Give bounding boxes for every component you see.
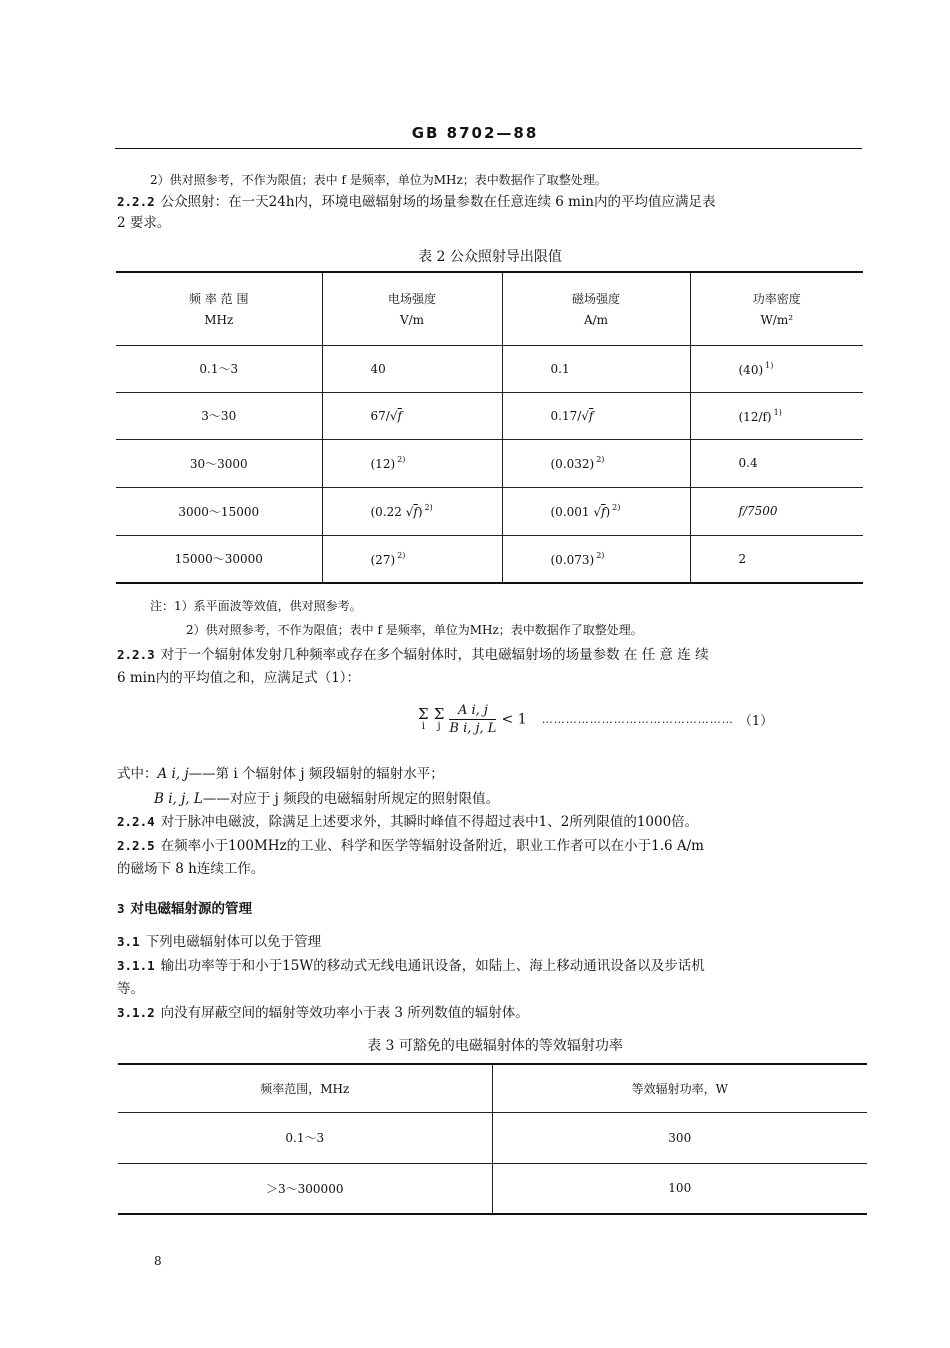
numerator: A i, j	[449, 703, 496, 720]
clause-number: 2.2.2	[117, 194, 155, 209]
symbol-a-text: ——第 i 个辐射体 j 频段辐射的辐射水平；	[188, 766, 444, 782]
symbol-b-text: ——对应于 j 频段的电磁辐射所规定的照射限值。	[202, 791, 500, 807]
e-cell: 40	[322, 345, 502, 392]
where-a	[117, 764, 444, 784]
header-cell	[502, 272, 690, 345]
document-header: GB 8702—88	[411, 124, 539, 142]
h-value: (0.032)	[550, 457, 595, 471]
clause-number: 2.2.5	[117, 838, 155, 853]
freq-cell: 0.1～3	[116, 345, 322, 392]
denominator: B i, j, L	[449, 721, 497, 736]
clause-number: 3.1	[117, 934, 140, 949]
clause-number: 3.1.1	[117, 958, 155, 973]
e-cell	[322, 535, 502, 583]
freq-cell: 3000～15000	[116, 487, 322, 535]
radicand: f	[413, 505, 418, 519]
table-2-caption: 表 2 公众照射导出限值	[418, 249, 562, 265]
freq-cell: 3～30	[116, 392, 322, 439]
table-3	[118, 1063, 867, 1215]
e-prefix: 67/	[370, 408, 390, 423]
clause-2-2-3	[117, 645, 709, 665]
table-row	[116, 487, 863, 535]
header-cell: 等效辐射功率，W	[492, 1064, 867, 1112]
symbol-b: B i, j, L	[154, 791, 203, 807]
header-cell: 频率范围，MHz	[118, 1064, 492, 1112]
sum-index: j	[437, 720, 441, 732]
clause-number: 2.2.3	[117, 647, 155, 662]
radicand: f	[601, 505, 606, 519]
clause-2-2-4	[117, 812, 698, 832]
symbol-a: A i, j	[157, 766, 189, 782]
clause-text: 向没有屏蔽空间的辐射等效功率小于表 3 所列数值的辐射体。	[160, 1005, 529, 1021]
freq-cell: 30～3000	[116, 439, 322, 487]
section-3-heading	[117, 899, 252, 919]
e-value: (12)	[370, 457, 396, 471]
footnote-ref: 1)	[773, 407, 782, 417]
h-cell: 0.17/√f	[502, 392, 690, 439]
table-row	[118, 1112, 867, 1163]
table-3-caption: 表 3 可豁免的电磁辐射体的等效辐射功率	[367, 1038, 623, 1054]
power-cell: 300	[492, 1112, 867, 1163]
header-unit: MHz	[204, 313, 234, 328]
section-number: 3	[117, 901, 125, 916]
equation-number: （1）	[738, 714, 774, 729]
section-title: 对电磁辐射源的管理	[130, 901, 253, 917]
radicand: f	[397, 408, 402, 423]
clause-text: 对于脉冲电磁波，除满足上述要求外，其瞬时峰值不得超过表中1、2所列限值的1000倍。	[160, 814, 699, 830]
clause-3-1-2	[117, 1003, 529, 1023]
p-cell	[690, 392, 863, 439]
header-cell	[690, 272, 863, 345]
table-row	[116, 392, 863, 439]
sum-i	[418, 704, 429, 733]
header-cell	[322, 272, 502, 345]
e-cell	[322, 439, 502, 487]
clause-3-1	[117, 932, 321, 952]
formula-fraction	[449, 703, 496, 736]
e-prefix: (0.22	[370, 505, 402, 519]
table-2-header-row	[116, 272, 863, 345]
clause-3-1-1	[117, 956, 705, 976]
clause-number: 2.2.4	[117, 814, 155, 829]
e-cell: 67/√f	[322, 392, 502, 439]
clause-2-2-2-cont: 2 要求。	[117, 215, 171, 231]
table-2	[116, 271, 863, 584]
header-unit: A/m	[583, 313, 609, 328]
header-name: 磁场强度	[571, 292, 620, 307]
sum-index: i	[421, 720, 425, 732]
clause-text: 公众照射：在一天24h内，环境电磁辐射场的场量参数在任意连续 6 min内的平均值应满足表	[160, 194, 716, 210]
page-number: 8	[154, 1254, 162, 1268]
table-row	[116, 439, 863, 487]
footnote-ref: 2)	[424, 503, 433, 512]
table-3-header-row	[118, 1064, 867, 1112]
clause-2-2-5	[117, 836, 704, 856]
h-cell	[502, 439, 690, 487]
table-2-note-1: 注：1）系平面波等效值，供对照参考。	[150, 599, 362, 613]
table-2-note-2: 2）供对照参考，不作为限值；表中 f 是频率，单位为MHz；表中数据作了取整处理。	[186, 623, 643, 637]
h-value: (0.073)	[550, 552, 595, 567]
header-name: 电场强度	[387, 292, 436, 307]
sum-j	[433, 704, 445, 733]
h-cell: 0.1	[502, 345, 690, 392]
p-value: (40)	[738, 362, 764, 377]
clause-3-1-1-cont: 等。	[117, 981, 144, 997]
footnote-ref: 2)	[612, 503, 621, 512]
where-label: 式中：	[117, 766, 158, 782]
footnote-ref: 2)	[397, 550, 406, 560]
p-cell: f/7500	[690, 487, 863, 535]
p-value: (12/f)	[738, 409, 772, 424]
leader-dots: …………………………………………	[541, 713, 734, 726]
p-cell: 2	[690, 535, 863, 583]
e-value: (27)	[370, 552, 396, 567]
freq-cell: 15000～30000	[116, 535, 322, 583]
header-rule	[115, 148, 862, 149]
footnote-ref: 2)	[596, 550, 605, 560]
clause-number: 3.1.2	[117, 1005, 155, 1020]
p-cell	[690, 345, 863, 392]
clause-text: 在频率小于100MHz的工业、科学和医学等辐射设备附近，职业工作者可以在小于1.6 A/m	[160, 838, 704, 854]
header-name: 频 率 范 围	[189, 292, 249, 307]
table-row	[118, 1163, 867, 1214]
freq-cell: 0.1～3	[118, 1112, 492, 1163]
header-unit: V/m	[399, 313, 425, 328]
header-cell	[116, 272, 322, 345]
h-cell	[502, 535, 690, 583]
footnote-ref: 1)	[765, 360, 774, 370]
relation: < 1	[501, 711, 527, 728]
clause-text: 对于一个辐射体发射几种频率或存在多个辐射体时，其电磁辐射场的场量参数 在 任 意 连 续	[160, 647, 709, 663]
sigma-symbol: Σ	[418, 704, 429, 723]
h-prefix: (0.001	[550, 505, 590, 519]
table-row	[116, 345, 863, 392]
clause-2-2-2	[117, 192, 716, 212]
top-note: 2）供对照参考，不作为限值；表中 f 是频率，单位为MHz；表中数据作了取整处理。	[150, 173, 607, 187]
radicand: f	[588, 408, 594, 423]
sigma-symbol: Σ	[433, 704, 445, 723]
header-name: 功率密度	[752, 292, 801, 307]
table-row	[116, 535, 863, 583]
footnote-ref: 2)	[397, 455, 406, 464]
freq-cell: ＞3～300000	[118, 1163, 492, 1214]
footnote-ref: 2)	[596, 455, 605, 464]
h-cell: (0.001 √f) $^{2)}$	[502, 487, 690, 535]
clause-text: 下列电磁辐射体可以免于管理	[145, 934, 322, 950]
where-b	[154, 789, 499, 809]
e-suffix: )	[417, 505, 423, 519]
clause-2-2-5-cont: 的磁场下 8 h连续工作。	[117, 861, 265, 877]
formula-1	[418, 703, 773, 749]
e-cell: (0.22 √f) $^{2)}$	[322, 487, 502, 535]
clause-2-2-3-cont: 6 min内的平均值之和，应满足式（1）：	[117, 670, 361, 686]
power-cell: 100	[492, 1163, 867, 1214]
h-prefix: 0.17/	[550, 408, 582, 423]
header-unit: W/m²	[760, 313, 794, 328]
clause-text: 输出功率等于和小于15W的移动式无线电通讯设备，如陆上、海上移动通讯设备以及步话机	[160, 958, 705, 974]
p-cell: 0.4	[690, 439, 863, 487]
h-suffix: )	[605, 505, 611, 519]
